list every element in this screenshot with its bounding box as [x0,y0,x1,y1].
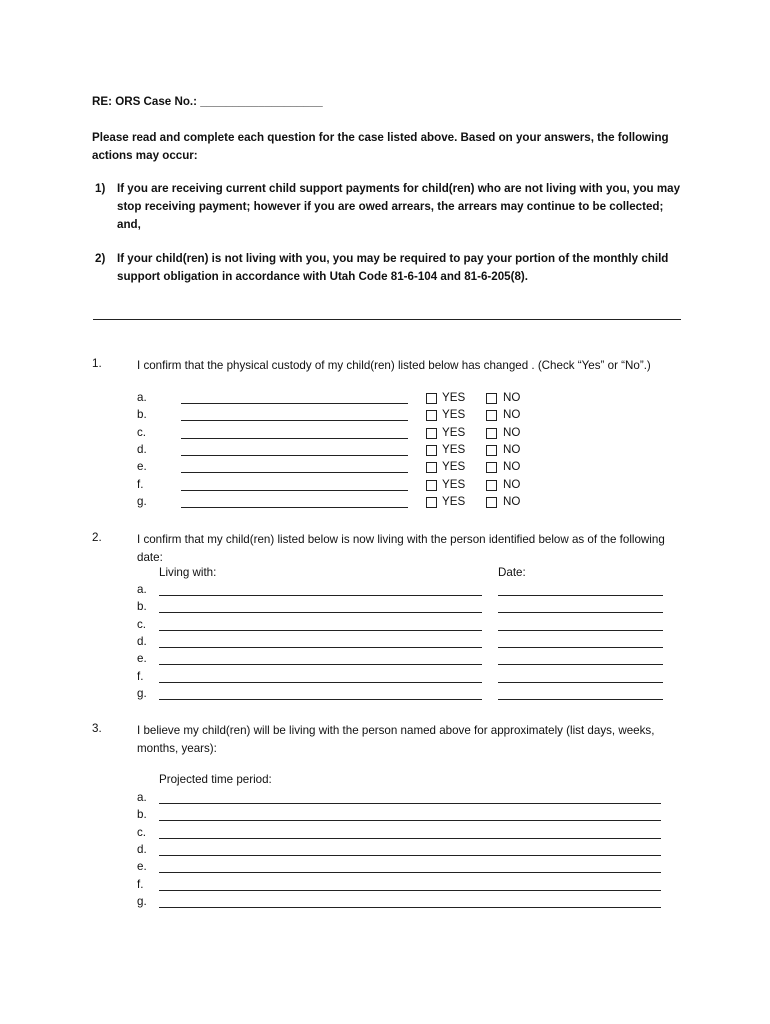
child-name-field[interactable] [181,391,408,404]
no-label: NO [503,460,521,474]
question-3-number: 3. [92,722,102,735]
row-letter: d. [137,442,147,456]
projected-time-period-label: Projected time period: [159,773,272,786]
row-letter: c. [137,617,147,631]
yes-checkbox[interactable] [426,410,437,421]
action-item-1 [92,180,682,234]
row-letter: d. [137,634,147,648]
period-row [137,860,667,877]
question-2-number: 2. [92,531,102,544]
child-name-field[interactable] [181,478,408,491]
living-with-field[interactable] [159,652,482,665]
intro-text: Please read and complete each question for the case listed above. Based on your answers, the following actions may occur: [92,131,669,162]
living-with-field[interactable] [159,687,482,700]
time-period-field[interactable] [159,791,661,804]
yes-checkbox[interactable] [426,480,437,491]
row-letter: a. [137,583,147,596]
date-field[interactable] [498,670,663,683]
child-row [137,478,537,495]
period-row [137,808,667,825]
row-letter: e. [137,860,147,874]
date-field[interactable] [498,652,663,665]
row-letter: b. [137,808,147,822]
yes-checkbox[interactable] [426,393,437,404]
row-letter: a. [137,791,147,804]
action-item-2 [92,250,682,286]
date-field[interactable] [498,600,663,613]
period-row [137,843,667,860]
yes-checkbox[interactable] [426,428,437,439]
no-checkbox[interactable] [486,445,497,456]
child-row [137,408,537,425]
row-letter: g. [137,686,147,700]
time-period-field[interactable] [159,826,661,839]
row-letter: f. [137,877,144,891]
time-period-field[interactable] [159,878,661,891]
date-field[interactable] [498,687,663,700]
action-number: 1) [95,182,106,195]
child-name-field[interactable] [181,460,408,473]
question-3-text: I believe my child(ren) will be living with the person named above for approximately (list days, weeks, months, years): [137,724,655,755]
no-checkbox[interactable] [486,428,497,439]
yes-checkbox[interactable] [426,445,437,456]
action-text: If you are receiving current child support payments for child(ren) who are not living with you, you may stop receiving payment; however if you are owed arrears, the arrears may continue to be collected; and, [117,182,681,231]
living-with-field[interactable] [159,583,482,596]
living-row [137,618,667,635]
living-row [137,583,667,600]
action-number: 2) [95,252,106,265]
no-label: NO [503,408,521,422]
child-row [137,426,537,443]
case-number-line: RE: ORS Case No.: ___________________ [92,95,323,108]
yes-label: YES [442,408,466,422]
row-letter: e. [137,652,147,666]
no-label: NO [503,442,521,456]
no-checkbox[interactable] [486,497,497,508]
living-row [137,635,667,652]
no-label: NO [503,477,521,491]
child-name-field[interactable] [181,426,408,439]
living-with-field[interactable] [159,618,482,631]
yes-checkbox[interactable] [426,462,437,473]
living-row [137,670,667,687]
date-field[interactable] [498,618,663,631]
living-with-field[interactable] [159,600,482,613]
no-label: NO [503,494,521,508]
period-row [137,878,667,895]
row-letter: a. [137,391,147,404]
yes-label: YES [442,442,466,456]
question-1-number: 1. [92,357,102,370]
living-with-field[interactable] [159,635,482,648]
action-text: If your child(ren) is not living with you, you may be required to pay your portion of the monthly child support obligation in accordance with Utah Code 81-6-104 and 81-6-205(8). [117,252,669,283]
living-row [137,687,667,704]
living-row [137,652,667,669]
period-row [137,791,667,808]
date-field[interactable] [498,635,663,648]
child-row [137,495,537,512]
no-checkbox[interactable] [486,462,497,473]
question-1-text: I confirm that the physical custody of my child(ren) listed below has changed . (Check “Yes” or “No”.) [137,359,651,372]
yes-label: YES [442,477,466,491]
date-label: Date: [498,566,526,579]
living-row [137,600,667,617]
row-letter: g. [137,494,147,508]
row-letter: g. [137,894,147,908]
no-checkbox[interactable] [486,410,497,421]
time-period-field[interactable] [159,843,661,856]
time-period-field[interactable] [159,860,661,873]
yes-label: YES [442,494,466,508]
period-row [137,826,667,843]
living-with-field[interactable] [159,670,482,683]
child-name-field[interactable] [181,495,408,508]
section-divider [93,319,681,320]
row-letter: f. [137,477,144,491]
row-letter: c. [137,425,147,439]
child-name-field[interactable] [181,443,408,456]
child-name-field[interactable] [181,408,408,421]
living-with-label: Living with: [159,566,217,579]
question-2-text: I confirm that my child(ren) listed below is now living with the person identified below as of the following date: [137,533,665,564]
no-label: NO [503,391,521,404]
row-letter: e. [137,460,147,474]
child-row [137,460,537,477]
child-row [137,391,537,408]
child-row [137,443,537,460]
no-checkbox[interactable] [486,393,497,404]
yes-label: YES [442,460,466,474]
row-letter: f. [137,669,144,683]
row-letter: b. [137,600,147,614]
row-letter: c. [137,825,147,839]
row-letter: d. [137,842,147,856]
yes-label: YES [442,425,466,439]
no-label: NO [503,425,521,439]
date-field[interactable] [498,583,663,596]
row-letter: b. [137,408,147,422]
time-period-field[interactable] [159,895,661,908]
yes-checkbox[interactable] [426,497,437,508]
no-checkbox[interactable] [486,480,497,491]
time-period-field[interactable] [159,808,661,821]
period-row [137,895,667,912]
yes-label: YES [442,391,466,404]
